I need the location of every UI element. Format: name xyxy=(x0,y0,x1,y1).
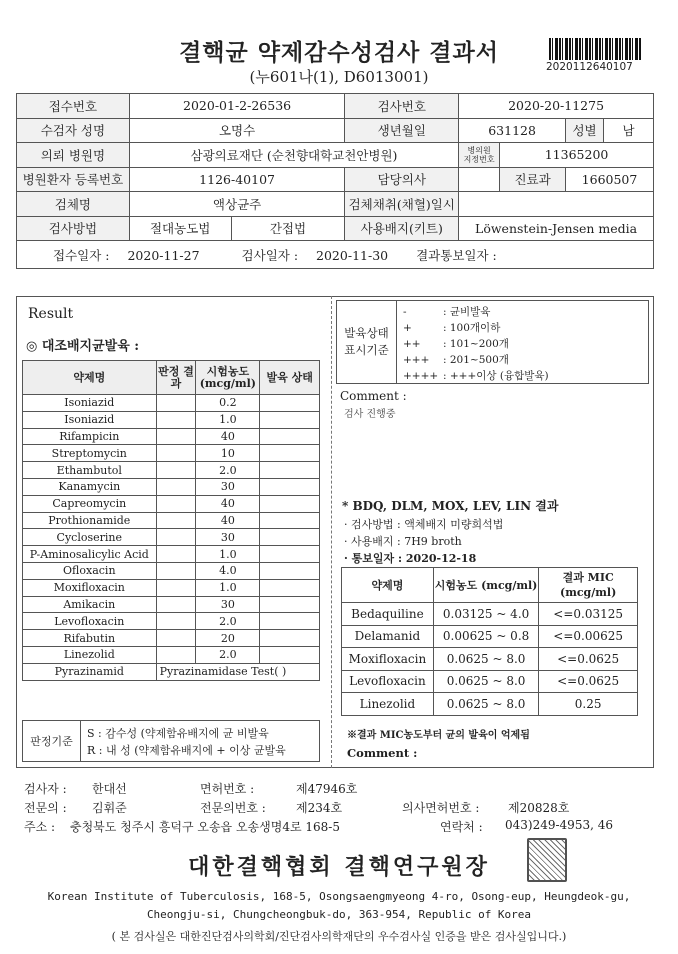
mic-note: ※결과 MIC농도부터 균의 발육이 억제됨 xyxy=(347,730,530,741)
drug-result xyxy=(156,478,196,495)
drug-name: Rifabutin xyxy=(23,630,157,647)
legend-symbol: - xyxy=(403,306,407,318)
doctor-license: 제20828호 xyxy=(508,801,570,815)
mic-conc-range: 0.0625 ~ 8.0 xyxy=(433,648,538,671)
drug-row xyxy=(23,630,320,647)
mic-col-name: 약제명 xyxy=(342,568,434,603)
drug-row xyxy=(23,445,320,462)
tester: 한대선 xyxy=(92,782,127,796)
drug-conc: 2.0 xyxy=(196,462,260,479)
drug-name: Rifampicin xyxy=(23,428,157,445)
bdq-method: · 검사방법 : 액체배지 미량희석법 xyxy=(344,518,504,531)
drug-conc: 30 xyxy=(196,596,260,613)
mic-row xyxy=(342,693,638,716)
drug-name: Kanamycin xyxy=(23,478,157,495)
drug-name: Prothionamide xyxy=(23,512,157,529)
drug-conc: 2.0 xyxy=(196,646,260,663)
mic-drug-name: Moxifloxacin xyxy=(342,648,434,671)
bdq-medium: · 사용배지 : 7H9 broth xyxy=(344,535,462,548)
pyrazinamide-test: Pyrazinamidase Test( ) xyxy=(156,663,319,680)
legend-symbol: ++ xyxy=(403,338,421,350)
drug-growth xyxy=(260,630,320,647)
sex-label: 성별 xyxy=(566,118,604,143)
drug-conc: 2.0 xyxy=(196,613,260,630)
mic-conc-range: 0.0625 ~ 8.0 xyxy=(433,670,538,693)
hospital-code-label xyxy=(459,143,500,168)
legend-row xyxy=(403,304,490,319)
bdq-notified: · 통보일자 : 2020-12-18 xyxy=(344,552,477,565)
received-label: 접수일자 : xyxy=(53,247,110,263)
drug-conc: 0.2 xyxy=(196,395,260,412)
mic-row xyxy=(342,670,638,693)
license-label: 면허번호 : xyxy=(200,782,255,796)
patient-name: 오명수 xyxy=(129,118,345,143)
comment-label: Comment : xyxy=(340,389,407,403)
patient-info-table xyxy=(16,93,654,269)
bdq-heading: * BDQ, DLM, MOX, LEV, LIN 결과 xyxy=(342,499,559,513)
drug-result xyxy=(156,512,196,529)
medium: Löwenstein-Jensen media xyxy=(459,216,654,241)
drug-result xyxy=(156,646,196,663)
legend-desc: : 100개이하 xyxy=(443,322,501,334)
test-no-label: 검사번호 xyxy=(345,94,459,119)
mic-drug-name: Delamanid xyxy=(342,625,434,648)
drug-conc: 10 xyxy=(196,445,260,462)
notified-label: 결과통보일자 : xyxy=(416,247,497,263)
drug-result xyxy=(156,395,196,412)
received: 2020-11-27 xyxy=(127,247,200,263)
comment-text: 검사 진행중 xyxy=(344,409,396,420)
drug-row xyxy=(23,529,320,546)
drug-result xyxy=(156,613,196,630)
drug-row xyxy=(23,596,320,613)
test-no: 2020-20-11275 xyxy=(459,94,654,119)
drug-result xyxy=(156,562,196,579)
legend-label-line1: 발육상태 xyxy=(344,326,389,340)
drug-conc: 20 xyxy=(196,630,260,647)
sex: 남 xyxy=(604,118,654,143)
mic-col-conc: 시험농도 (mcg/ml) xyxy=(433,568,538,603)
drug-row xyxy=(23,613,320,630)
birth: 631128 xyxy=(459,118,566,143)
barcode-number: 2020112640107 xyxy=(546,61,633,73)
drug-col-name: 약제명 xyxy=(23,361,157,395)
drug-col-result: 판정 결과 xyxy=(156,361,196,395)
doctor-label: 담당의사 xyxy=(345,167,459,192)
contact: 043)249-4953, 46 xyxy=(505,818,613,832)
drug-result xyxy=(156,428,196,445)
legend-row xyxy=(403,368,549,383)
drug-row xyxy=(23,395,320,412)
drug-growth xyxy=(260,562,320,579)
specialist-no-label: 전문의번호 : xyxy=(200,801,266,815)
mic-col-result: 결과 MIC (mcg/ml) xyxy=(539,568,638,603)
method-absolute: 절대농도법 xyxy=(129,216,231,241)
accreditation-notice: ( 본 검사실은 대한진단검사의학회/진단검사의학재단의 우수검사실 인증을 받은 검사실입니다.) xyxy=(111,930,567,943)
drug-conc: 4.0 xyxy=(196,562,260,579)
drug-growth xyxy=(260,462,320,479)
drug-name: Linezolid xyxy=(23,646,157,663)
mic-row xyxy=(342,625,638,648)
patient-reg: 1126-40107 xyxy=(129,167,345,192)
drug-growth xyxy=(260,395,320,412)
drug-result xyxy=(156,579,196,596)
mic-conc-range: 0.0625 ~ 8.0 xyxy=(433,693,538,716)
mic-drug-name: Linezolid xyxy=(342,693,434,716)
tested-label: 검사일자 : xyxy=(241,247,299,263)
drug-row xyxy=(23,512,320,529)
drug-growth xyxy=(260,596,320,613)
document-code: (누601나(1), D6013001) xyxy=(249,68,429,86)
mic-conc-range: 0.03125 ~ 4.0 xyxy=(433,603,538,626)
drug-row xyxy=(23,462,320,479)
english-address-line1: Korean Institute of Tuberculosis, 168-5, Osongsaengmyeong 4-ro, Osong-eup, Heungdeok-gu, xyxy=(47,890,631,903)
drug-conc: 1.0 xyxy=(196,411,260,428)
drug-row xyxy=(23,646,320,663)
mic-table xyxy=(341,567,638,716)
drug-col-conc: 시험농도 (mcg/ml) xyxy=(196,361,260,395)
drug-row xyxy=(23,428,320,445)
criteria-resistant: R : 내 성 (약제함유배지에 + 이상 균발육 xyxy=(87,744,286,757)
drug-name: Capreomycin xyxy=(23,495,157,512)
drug-result xyxy=(156,445,196,462)
drug-name: P-Aminosalicylic Acid xyxy=(23,546,157,563)
hospital-code-label-line1: 병의원 xyxy=(467,145,491,155)
legend-desc: : +++이상 (융합발육) xyxy=(443,370,549,382)
drug-name: Ethambutol xyxy=(23,462,157,479)
collection xyxy=(459,192,654,217)
drug-row xyxy=(23,562,320,579)
drug-growth xyxy=(260,579,320,596)
mic-drug-name: Levofloxacin xyxy=(342,670,434,693)
drug-conc: 1.0 xyxy=(196,579,260,596)
drug-growth xyxy=(260,546,320,563)
comment2-label: Comment : xyxy=(347,746,418,760)
drug-row xyxy=(23,546,320,563)
hospital-code-label-line2: 지정번호 xyxy=(463,154,495,164)
birth-label: 생년월일 xyxy=(345,118,459,143)
barcode-image xyxy=(549,38,641,60)
drug-row xyxy=(23,579,320,596)
drug-name: Cycloserine xyxy=(23,529,157,546)
contact-label: 연락처 : xyxy=(440,820,483,834)
drug-row xyxy=(23,411,320,428)
specialist: 김휘준 xyxy=(92,801,127,815)
drug-conc: 40 xyxy=(196,512,260,529)
drug-name: Moxifloxacin xyxy=(23,579,157,596)
drug-result xyxy=(156,630,196,647)
drug-growth xyxy=(260,411,320,428)
mic-row xyxy=(342,603,638,626)
mic-result: <=0.00625 xyxy=(539,625,638,648)
mic-result: <=0.0625 xyxy=(539,648,638,671)
document-title: 결핵균 약제감수성검사 결과서 xyxy=(179,39,499,66)
drug-row xyxy=(23,495,320,512)
drug-growth xyxy=(260,428,320,445)
mic-drug-name: Bedaquiline xyxy=(342,603,434,626)
drug-name: Ofloxacin xyxy=(23,562,157,579)
dates-row xyxy=(17,241,654,269)
doctor-value xyxy=(459,167,500,192)
drug-name: Amikacin xyxy=(23,596,157,613)
specialist-no: 제234호 xyxy=(296,801,343,815)
drug-conc: 30 xyxy=(196,478,260,495)
legend-row xyxy=(403,336,509,351)
drug-growth xyxy=(260,613,320,630)
medium-label: 사용배지(키트) xyxy=(345,216,459,241)
receipt-no-label: 접수번호 xyxy=(17,94,130,119)
drug-result xyxy=(156,596,196,613)
mic-result: <=0.0625 xyxy=(539,670,638,693)
method-indirect: 간접법 xyxy=(231,216,345,241)
drug-conc: 40 xyxy=(196,428,260,445)
drug-conc: 1.0 xyxy=(196,546,260,563)
drug-result xyxy=(156,462,196,479)
english-address-line2: Cheongju-si, Chungcheongbuk-do, 363-954, Republic of Korea xyxy=(146,908,532,921)
legend-row xyxy=(403,352,509,367)
drug-growth xyxy=(260,646,320,663)
hospital: 삼광의료재단 (순천향대학교천안병원) xyxy=(129,143,458,168)
patient-reg-label: 병원환자 등록번호 xyxy=(17,167,130,192)
legend-row xyxy=(403,320,500,335)
drug-col-growth: 발육 상태 xyxy=(260,361,320,395)
dept: 1660507 xyxy=(566,167,654,192)
legend-label xyxy=(337,301,397,383)
drug-growth xyxy=(260,445,320,462)
drug-result xyxy=(156,529,196,546)
dept-label: 진료과 xyxy=(500,167,566,192)
specimen: 액상균주 xyxy=(129,192,345,217)
drug-result xyxy=(156,495,196,512)
specialist-label: 전문의 : xyxy=(24,801,67,815)
growth-legend xyxy=(336,300,649,384)
doctor-license-label: 의사면허번호 : xyxy=(402,801,480,815)
drug-growth xyxy=(260,495,320,512)
pyrazinamide-name: Pyrazinamid xyxy=(23,663,157,680)
hospital-code: 11365200 xyxy=(500,143,654,168)
drug-name: Levofloxacin xyxy=(23,613,157,630)
criteria-susceptible: S : 감수성 (약제함유배지에 균 비발육 xyxy=(87,727,269,740)
drug-conc: 30 xyxy=(196,529,260,546)
legend-symbol: + xyxy=(403,322,412,334)
mic-result: <=0.03125 xyxy=(539,603,638,626)
method-label: 검사방법 xyxy=(17,216,130,241)
criteria-label: 판정기준 xyxy=(23,721,81,761)
address-label: 주소 : xyxy=(24,820,56,834)
drug-growth xyxy=(260,478,320,495)
criteria-box xyxy=(22,720,320,762)
result-divider xyxy=(331,296,332,768)
mic-conc-range: 0.00625 ~ 0.8 xyxy=(433,625,538,648)
receipt-no: 2020-01-2-26536 xyxy=(129,94,345,119)
legend-label-line2: 표시기준 xyxy=(344,343,389,357)
drug-table xyxy=(22,360,320,681)
address: 충청북도 청주시 흥덕구 오송읍 오송생명4로 168-5 xyxy=(70,820,340,834)
legend-desc: : 균비발육 xyxy=(443,306,491,318)
tester-label: 검사자 : xyxy=(24,782,67,796)
drug-result xyxy=(156,546,196,563)
drug-result xyxy=(156,411,196,428)
legend-desc: : 101~200개 xyxy=(443,338,509,350)
drug-row xyxy=(23,478,320,495)
license: 제47946호 xyxy=(296,782,358,796)
drug-name: Isoniazid xyxy=(23,411,157,428)
specimen-label: 검체명 xyxy=(17,192,130,217)
control-growth-heading: ◎ 대조배지균발육 : xyxy=(26,339,140,354)
drug-name: Streptomycin xyxy=(23,445,157,462)
mic-row xyxy=(342,648,638,671)
drug-growth xyxy=(260,512,320,529)
drug-name: Isoniazid xyxy=(23,395,157,412)
legend-desc: : 201~500개 xyxy=(443,354,509,366)
drug-growth xyxy=(260,529,320,546)
legend-symbol: ++++ xyxy=(403,370,439,382)
result-heading: Result xyxy=(28,306,74,322)
hospital-label: 의뢰 병원명 xyxy=(17,143,130,168)
legend-symbol: +++ xyxy=(403,354,430,366)
organization-name: 대한결핵협회 결핵연구원장 xyxy=(188,854,490,880)
tested: 2020-11-30 xyxy=(316,247,389,263)
patient-name-label: 수검자 성명 xyxy=(17,118,130,143)
mic-result: 0.25 xyxy=(539,693,638,716)
collection-label: 검체채취(채혈)일시 xyxy=(345,192,459,217)
drug-conc: 40 xyxy=(196,495,260,512)
